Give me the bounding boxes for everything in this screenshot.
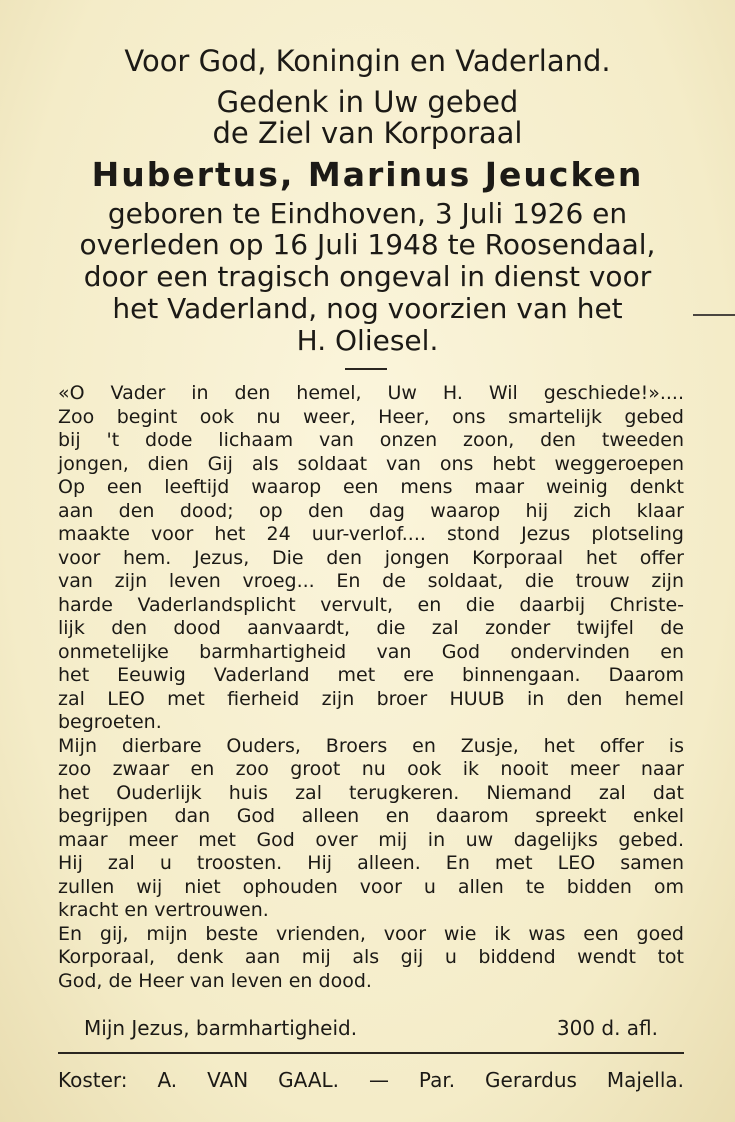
text-line: zal LEO met fierheid zijn broer HUUB in den hemel: [58, 687, 684, 710]
text-line: zoo zwaar en zoo groot nu ook ik nooit meer naar: [58, 758, 684, 780]
text-line: harde Vaderlandsplicht vervult, en die daarbij Christe-: [58, 593, 684, 616]
printer-credit: Koster: A. VAN GAAL. — Par. Gerardus Majella.: [58, 1068, 684, 1092]
text-line: En gij, mijn beste vrienden, voor wie ik was een goed: [58, 922, 684, 945]
text-line: maakte voor het 24 uur-verlof.... stond Jezus plotseling: [58, 523, 684, 545]
bio-line: het Vaderland, nog voorzien van het: [112, 292, 623, 325]
text-line: God, de Heer van leven en dood.: [58, 969, 372, 992]
text-line: jongen, dien Gij als soldaat van ons hebt weggeroepen: [58, 452, 684, 475]
short-divider: [345, 368, 387, 370]
prayer-request-line: Gedenk in Uw gebed: [216, 85, 519, 119]
edge-mark: [693, 314, 735, 316]
footer-divider: [58, 1052, 684, 1054]
text-line: Mijn dierbare Ouders, Broers en Zusje, het offer is: [58, 734, 684, 757]
bio-line: overleden op 16 Juli 1948 te Roosendaal,: [79, 228, 656, 261]
rank-line: de Ziel van Korporaal: [212, 116, 523, 150]
deceased-name: Hubertus, Marinus Jeucken: [91, 155, 644, 194]
dedication-line: Voor God, Koningin en Vaderland.: [124, 44, 611, 78]
text-line: het Ouderlijk huis zal terugkeren. Niemand zal dat: [58, 781, 684, 804]
text-line: Hij zal u troosten. Hij alleen. En met LEO samen: [58, 852, 684, 874]
text-line: het Eeuwig Vaderland met ere binnengaan. Daarom: [58, 664, 684, 686]
bio-line: H. Oliesel.: [296, 324, 439, 357]
text-line: zullen wij niet ophouden voor u allen te bidden om: [58, 875, 684, 898]
text-line: maar meer met God over mij in uw dagelijks gebed.: [58, 828, 684, 851]
text-line: begrijpen dan God alleen en daarom spreekt enkel: [58, 805, 684, 827]
text-line: bij 't dode lichaam van onzen zoon, den tweeden: [58, 429, 684, 451]
text-line: kracht en vertrouwen.: [58, 899, 269, 921]
text-line: aan den dood; op den dag waarop hij zich klaar: [58, 499, 684, 522]
memorial-text: [58, 382, 684, 993]
text-line: voor hem. Jezus, Die den jongen Korporaal het offer: [58, 546, 684, 569]
text-line: Korporaal, denk aan mij als gij u biddend wendt tot: [58, 946, 684, 968]
bio-line: geboren te Eindhoven, 3 Juli 1926 en: [107, 197, 628, 230]
text-line: Op een leeftijd waarop een mens maar weinig denkt: [58, 476, 684, 498]
text-line: lijk den dood aanvaardt, die zal zonder twijfel de: [58, 617, 684, 639]
bio-line: door een tragisch ongeval in dienst voor: [83, 260, 652, 293]
text-line: «O Vader in den hemel, Uw H. Wil geschiede!»....: [58, 382, 684, 404]
short-prayer: Mijn Jezus, barmhartigheid.: [84, 1016, 358, 1040]
indulgence-note: 300 d. afl.: [556, 1016, 658, 1040]
text-line: Zoo begint ook nu weer, Heer, ons smartelijk gebed: [58, 405, 684, 428]
text-line: onmetelijke barmhartigheid van God ondervinden en: [58, 640, 684, 663]
text-line: begroeten.: [58, 711, 162, 733]
text-line: van zijn leven vroeg... En de soldaat, die trouw zijn: [58, 570, 684, 592]
